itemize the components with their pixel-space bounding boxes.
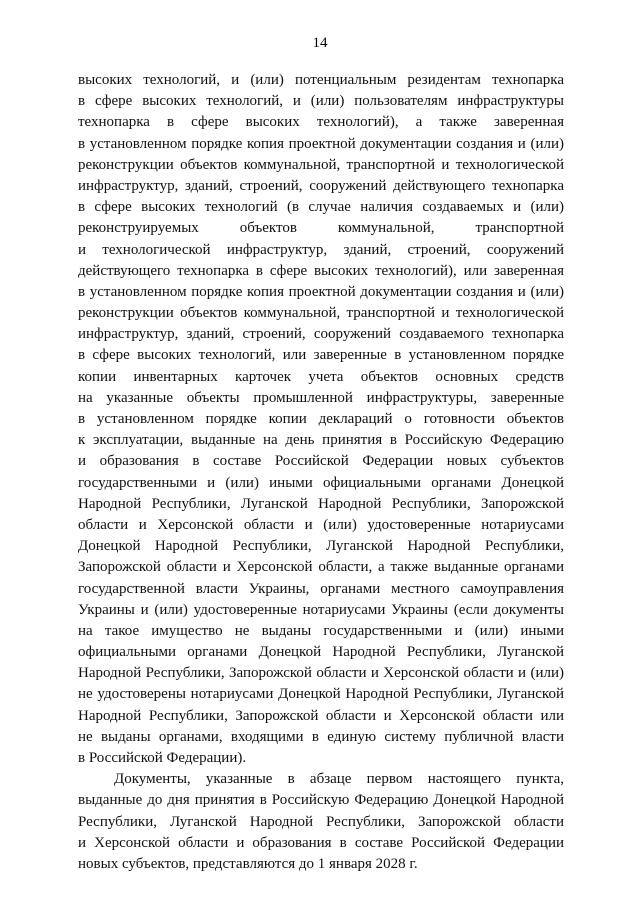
text-line: высоких технологий, и (или) потенциальным резидентам технопарка xyxy=(78,72,564,88)
paragraph-continued xyxy=(78,70,564,769)
text-line: реконструкции объектов коммунальной, транспортной и технологической xyxy=(78,305,564,322)
body-text xyxy=(78,70,564,875)
text-line: к эксплуатации, выданные на день принятия в Российскую Федерацию xyxy=(78,432,564,449)
text-line: Республики, Луганской Народной Республики, Запорожской области xyxy=(78,813,564,830)
text-line: Народной Республики, Запорожской области и Херсонской области или xyxy=(78,707,564,724)
text-line: Запорожской области и Херсонской области, а также выданные органами xyxy=(78,559,564,576)
text-line: инфраструктур, зданий, строений, сооружений действующего технопарка xyxy=(78,177,564,194)
text-line: в установленном порядке копии деклараций о готовности объектов xyxy=(78,411,564,427)
text-line: Донецкой Народной Республики, Луганской Народной Республики, xyxy=(78,538,564,555)
text-line: Украины и (или) удостоверенные нотариусами Украины (если документы xyxy=(78,601,564,618)
text-line: действующего технопарка в сфере высоких технологий), или заверенная xyxy=(78,262,564,279)
text-line: инфраструктур, зданий, строений, сооружений создаваемого технопарка xyxy=(78,326,564,343)
text-line: в сфере высоких технологий, или заверенные в установленном порядке xyxy=(78,347,564,364)
text-line: в сфере высоких технологий, и (или) пользователям инфраструктуры xyxy=(78,93,564,110)
text-line: государственной власти Украины, органами местного самоуправления xyxy=(78,580,564,597)
text-line: реконструкции объектов коммунальной, транспортной и технологической xyxy=(78,156,564,173)
text-line: выданные до дня принятия в Российскую Федерацию Донецкой Народной xyxy=(78,792,564,809)
text-line: Народной Республики, Запорожской области и Херсонской области и (или) xyxy=(78,665,564,682)
text-line: официальными органами Донецкой Народной Республики, Луганской xyxy=(78,644,564,661)
text-line: и Херсонской области и образования в составе Российской Федерации xyxy=(78,834,564,851)
text-line: реконструируемых объектов коммунальной, транспортной xyxy=(78,220,564,237)
text-line: области и Херсонской области и (или) удостоверенные нотариусами xyxy=(78,516,564,533)
text-line: на указанные объекты промышленной инфраструктуры, заверенные xyxy=(78,389,564,406)
text-line: Народной Республики, Луганской Народной Республики, Запорожской xyxy=(78,495,564,512)
page-number: 14 xyxy=(312,35,328,51)
text-line: в установленном порядке копия проектной документации создания и (или) xyxy=(78,283,564,300)
text-line: и технологической инфраструктур, зданий, строений, сооружений xyxy=(78,241,564,258)
text-line: технопарка в сфере высоких технологий), а также заверенная xyxy=(78,114,564,131)
text-line: в установленном порядке копия проектной документации создания и (или) xyxy=(78,135,564,152)
text-line: новых субъектов, представляются до 1 января 2028 г. xyxy=(78,855,418,872)
text-line: государственными и (или) иными официальными органами Донецкой xyxy=(78,474,564,491)
text-line: в Российской Федерации). xyxy=(78,750,247,766)
text-line: и образования в составе Российской Федерации новых субъектов xyxy=(78,453,564,470)
text-line: Документы, указанные в абзаце первом настоящего пункта, xyxy=(114,771,564,788)
text-line: не удостоверены нотариусами Донецкой Народной Республики, Луганской xyxy=(78,686,564,703)
text-line: не выданы органами, входящими в единую систему публичной власти xyxy=(78,728,564,745)
text-line: в сфере высоких технологий (в случае наличия создаваемых и (или) xyxy=(78,199,564,216)
paragraph-documents-deadline xyxy=(78,769,564,875)
text-line: копии инвентарных карточек учета объектов основных средств xyxy=(78,368,564,385)
text-line: на такое имущество не выданы государственными и (или) иными xyxy=(78,622,564,639)
